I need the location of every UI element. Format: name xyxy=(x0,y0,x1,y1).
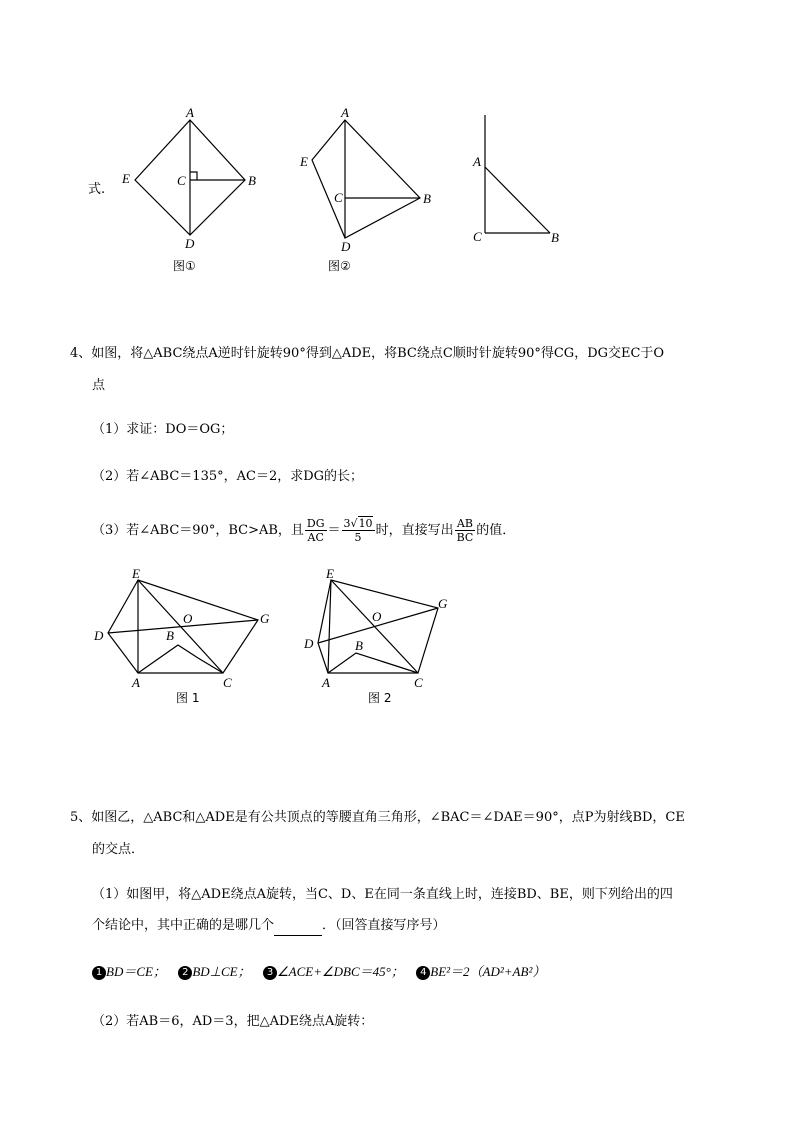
q4f1-label-g: G xyxy=(260,611,270,626)
fig2-label-b: B xyxy=(423,191,431,206)
figure-3-right-triangle-diagram xyxy=(465,110,575,250)
q4f2-label-c: C xyxy=(414,675,423,690)
q5-stem-line1: 5、如图乙，△ABC和△ADE是有公共顶点的等腰直角三角形，∠BAC＝∠DAE＝90°，点P为射线BD，CE xyxy=(70,810,685,825)
q4-figure-1-caption: 图 1 xyxy=(176,691,200,705)
q4-stem-line2: 点 xyxy=(92,378,106,393)
q5-options-row xyxy=(92,962,545,983)
fig2-label-a: A xyxy=(341,105,349,120)
fig2-label-e: E xyxy=(300,154,308,169)
fig3-label-a: A xyxy=(473,154,481,169)
fig2-label-c: C xyxy=(334,190,343,205)
figure-2-quadrilateral-diagram xyxy=(290,105,440,275)
fraction-ab-numerator: AB xyxy=(455,517,476,531)
option-number-3: 3 xyxy=(263,966,277,980)
fig1-label-a: A xyxy=(186,105,194,120)
option-1-text: BD＝CE； xyxy=(106,964,166,979)
q4-figure-2-diagram xyxy=(298,565,468,710)
option-3-text: ∠ACE+∠DBC＝45°； xyxy=(277,964,404,979)
fig2-label-d: D xyxy=(341,239,351,254)
fig1-label-e: E xyxy=(122,171,130,186)
fraction-ab-bc xyxy=(455,517,476,544)
q4-figure-2-caption: 图 2 xyxy=(368,691,392,705)
q4f1-label-e: E xyxy=(132,566,140,581)
q4f1-label-a: A xyxy=(132,675,140,690)
option-number-4: 4 xyxy=(416,966,430,980)
q4f1-label-b: B xyxy=(166,628,174,643)
option-number-2: 2 xyxy=(178,966,192,980)
fraction-dg-ac xyxy=(305,517,327,544)
fig2-caption: 图② xyxy=(328,259,351,273)
option-number-1: 1 xyxy=(92,966,106,980)
q4-part3-middle: 时，直接写出 xyxy=(375,523,454,538)
option-4-text: BE²＝2（AD²+AB²） xyxy=(430,964,546,979)
fraction-dg-numerator: DG xyxy=(306,517,325,530)
fraction-ac-denominator: AC xyxy=(307,531,324,544)
fig1-caption: 图① xyxy=(173,259,196,273)
option-2-text: BD⊥CE； xyxy=(192,964,251,979)
q4-part3 xyxy=(92,516,515,546)
fraction-bc-denominator: BC xyxy=(456,531,474,544)
coefficient-3: 3 xyxy=(343,517,351,530)
figure-1-square-diagram xyxy=(115,105,265,275)
formula-tail-text: 式. xyxy=(88,182,106,197)
q4-part3-prefix: （3）若∠ABC＝90°，BC>AB，且 xyxy=(92,523,304,538)
fraction-sqrt10: $\frac{3√10}{5}$ xyxy=(343,517,373,544)
q4-stem-line1: 4、如图，将△ABC绕点A逆时针旋转90°得到△ADE，将BC绕点C顺时针旋转90°得CG，DG交EC于O xyxy=(70,346,665,361)
equals-sign: ＝ xyxy=(327,523,341,538)
q5-part2: （2）若AB＝6，AD＝3，把△ADE绕点A旋转： xyxy=(92,1014,374,1029)
fig1-label-d: D xyxy=(185,236,195,251)
q5-part1-line2-prefix: 个结论中，其中正确的是哪几个 xyxy=(92,918,275,933)
radicand-10: 10 xyxy=(358,517,373,530)
fig3-label-b: B xyxy=(551,230,559,245)
q4f2-label-g: G xyxy=(438,596,448,611)
q4-figure-1-diagram xyxy=(88,565,288,710)
q5-part1-line2-suffix: ．（回答直接写序号） xyxy=(322,918,446,933)
q4f2-label-d: D xyxy=(304,636,314,651)
q4-part1: （1）求证：DO＝OG； xyxy=(92,422,234,437)
q5-part1-line2 xyxy=(92,916,446,936)
q4f2-label-b: B xyxy=(355,638,363,653)
denominator-5: 5 xyxy=(354,531,362,544)
q5-part1-line1: （1）如图甲，将△ADE绕点A旋转，当C、D、E在同一条直线上时，连接BD、BE，则下列给出的四 xyxy=(92,887,673,902)
q4f1-label-c: C xyxy=(223,675,232,690)
q5-stem-line2: 的交点． xyxy=(92,842,145,857)
fig1-label-b: B xyxy=(248,173,256,188)
fig3-label-c: C xyxy=(473,229,482,244)
q4f2-label-a: A xyxy=(322,675,330,690)
answer-blank[interactable] xyxy=(274,921,322,936)
q4f2-label-o: O xyxy=(372,609,382,624)
fig1-label-c: C xyxy=(177,173,186,188)
q4f1-label-d: D xyxy=(94,628,104,643)
q4-part2: （2）若∠ABC＝135°，AC＝2，求DG的长； xyxy=(92,469,364,484)
q4f1-label-o: O xyxy=(183,611,193,626)
q4-part3-suffix: 的值． xyxy=(476,523,516,538)
q4f2-label-e: E xyxy=(326,566,334,581)
